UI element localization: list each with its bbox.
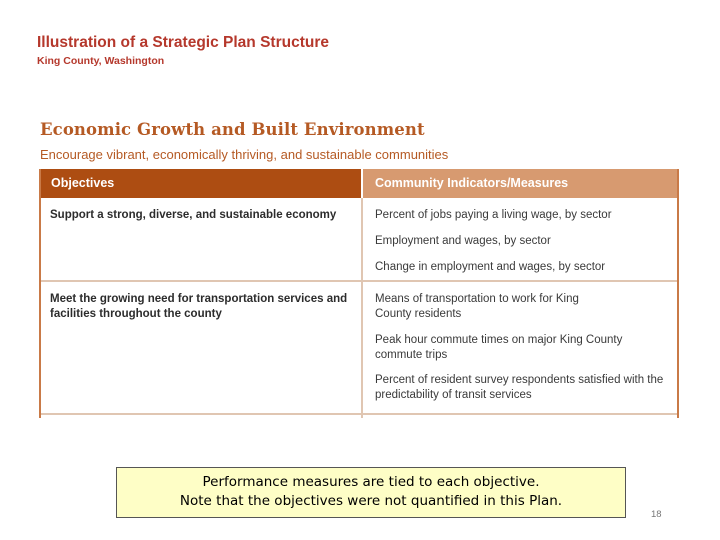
measure-commute-times: Peak hour commute times on major King County commute trips	[375, 334, 623, 361]
note-line-1: Performance measures are tied to each objective.	[202, 474, 540, 490]
row-divider	[41, 280, 677, 282]
note-line-2: Note that the objectives were not quantified in this Plan.	[179, 493, 563, 509]
page-number: 18	[651, 509, 662, 520]
slide-title: Illustration of a Strategic Plan Structure	[37, 34, 329, 51]
measure-employment-wages: Employment and wages, by sector	[375, 235, 551, 247]
column-divider	[361, 198, 363, 418]
strategic-plan-table	[39, 169, 679, 418]
section-tagline: Encourage vibrant, economically thriving, and sustainable communities	[40, 147, 449, 162]
indicators-header: Community Indicators/Measures	[363, 169, 677, 198]
slide-subtitle: King County, Washington	[37, 55, 165, 67]
measure-living-wage: Percent of jobs paying a living wage, by sector	[375, 209, 612, 221]
note-callout	[116, 467, 626, 518]
table-header	[41, 169, 677, 198]
section-heading: Economic Growth and Built Environment	[40, 120, 425, 139]
measure-transit-satisfaction: Percent of resident survey respondents satisfied with the predictability of transit services	[375, 374, 664, 401]
objective-economy: Support a strong, diverse, and sustainable economy	[50, 209, 337, 221]
measure-employment-change: Change in employment and wages, by sector	[375, 261, 606, 273]
row-divider	[41, 413, 677, 415]
objectives-header: Objectives	[41, 169, 361, 198]
objective-transportation: Meet the growing need for transportation services and facilities throughout the county	[50, 293, 348, 320]
measure-transport-means: Means of transportation to work for King County residents	[375, 293, 579, 320]
